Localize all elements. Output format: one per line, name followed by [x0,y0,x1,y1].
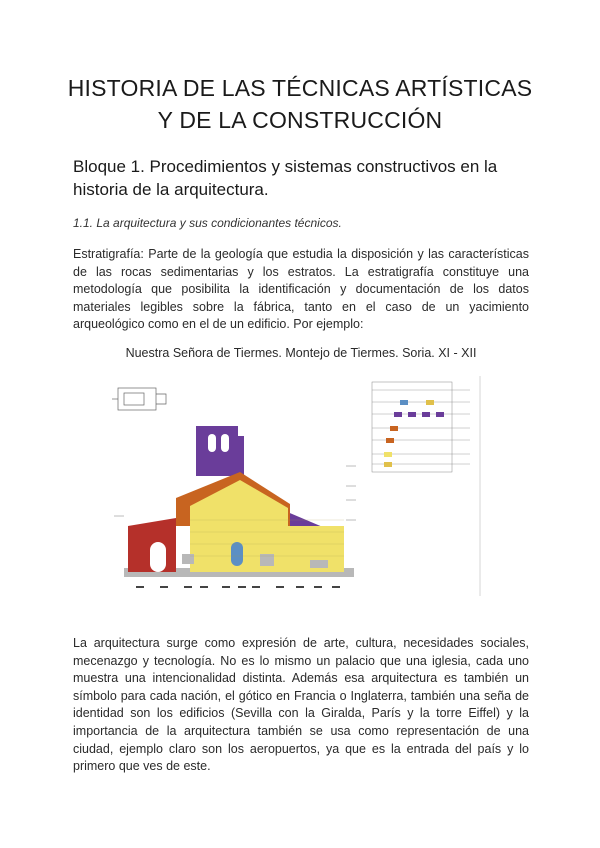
document-title [40,72,560,136]
blue-door [231,542,243,566]
annex-arch [150,542,166,572]
section-heading: Bloque 1. Procedimientos y sistemas constructivos en la historia de la arquitectura. [73,157,498,199]
church-stratigraphy-figure [110,376,495,608]
belfry [196,426,238,476]
floor-plan-sketch [112,388,166,410]
title-line-2: Y DE LA CONSTRUCCIÓN [157,107,443,133]
bottom-markers [136,586,340,588]
belfry-opening-1 [208,434,216,452]
paragraph-stratigraphy: Estratigrafía: Parte de la geología que estudia la disposición y las características de las rocas sedimentarias y los estratos. La estratigrafía constituye una metodología que posibilita la identificación y documentación de los datos materiales legibles sobre la fábrica, tanto en el caso de un yacimiento arqueológico como en el de un edificio. Por ejemplo: [73,247,529,332]
paragraph-architecture: La arquitectura surge como expresión de arte, cultura, necesidades sociales, mecenazgo y tecnología. No es lo mismo un palacio que una iglesia, cada uno muestra una intencionalidad distinta. Además esa arquitectura es también un símbolo para cada nación, el gótico en Francia o Inglaterra, también una seña de identidad son los edificios (Sevilla con la Giralda, París y la torre Eiffel) y la importancia de la arquitectura también se usa como representación de una ciudad, ejemplo claro son los aeropuertos, ya que es la entrada del país y lo primero que ves de este. [73,636,529,774]
church-elevation [124,426,354,577]
figure-caption: Nuestra Señora de Tiermes. Montejo de Tiermes. Soria. XI - XII [125,346,477,360]
title-line-1: HISTORIA DE LAS TÉCNICAS ARTÍSTICAS [67,75,533,101]
harris-matrix [372,376,480,596]
subsection-heading: 1.1. La arquitectura y sus condicionantes técnicos. [73,216,342,230]
belfry-opening-2 [221,434,229,452]
